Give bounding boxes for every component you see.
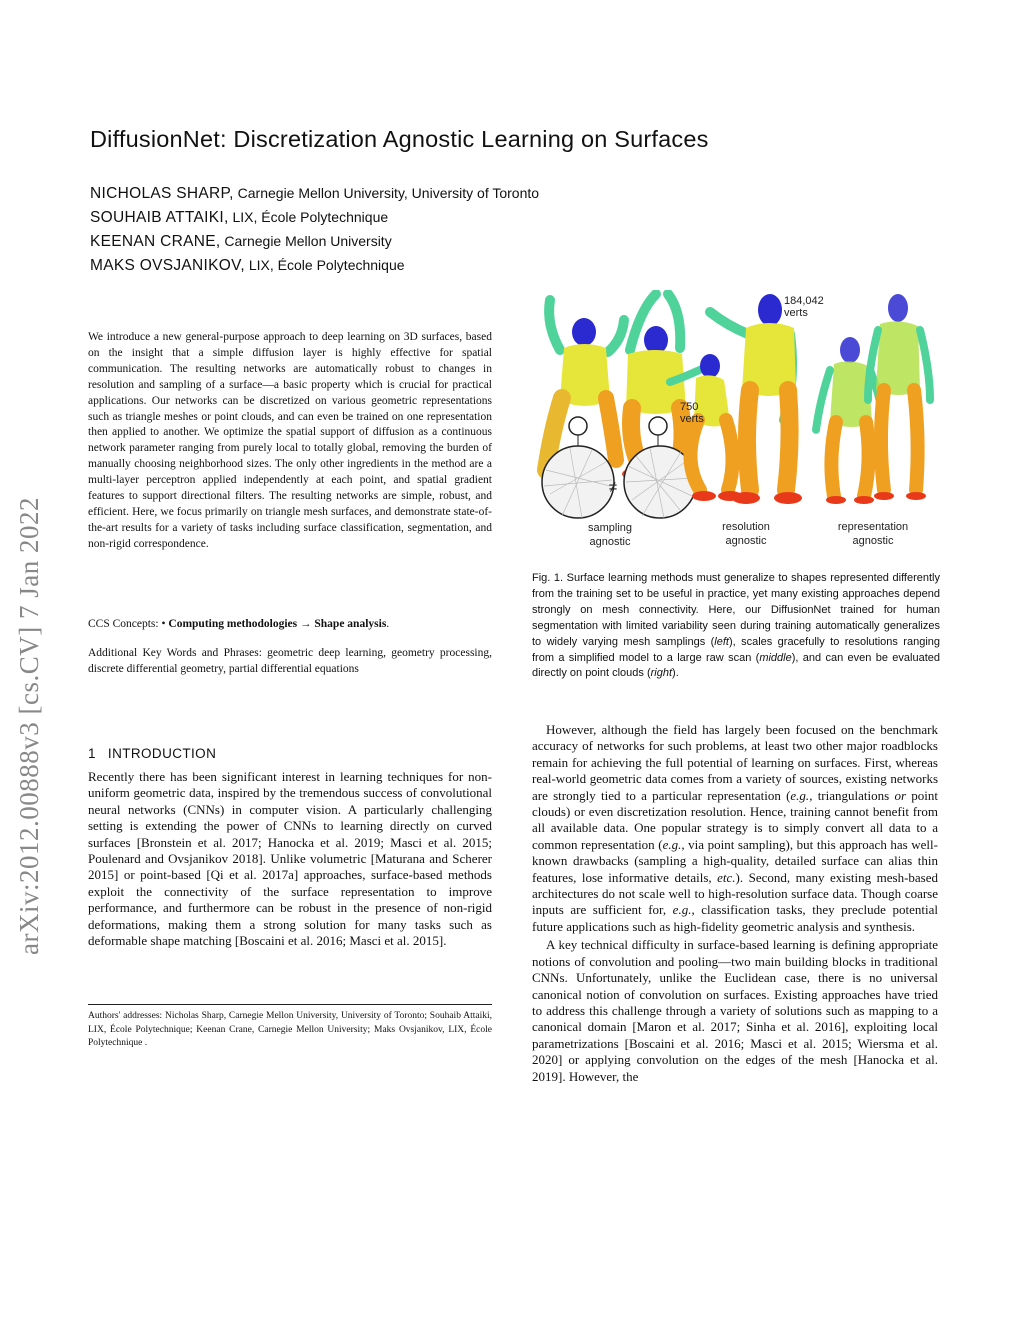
footnote: Authors' addresses: Nicholas Sharp, Carnegie Mellon University, University of Toronto; Souhaib Attaiki, LIX, École Polytechnique; Keenan Crane, Carnegie Mellon University; Maks Ovsjanikov, LIX, École Polytechnique . xyxy=(88,1011,492,1049)
section-title: INTRODUCTION xyxy=(107,746,217,761)
ccs-suffix: . xyxy=(386,618,390,630)
author-3 xyxy=(90,233,392,251)
author-affiliation: LIX, École Polytechnique xyxy=(244,257,405,273)
italic-text: e.g. xyxy=(672,902,692,918)
intro-text: Recently there has been significant interest in learning techniques for non-uniform geometric data, inspired by the tremendous success of convolutional neural networks (CNNs) in computer vision. A particularly challenging setting is extending the power of CNNs to learning directly on curved surfaces [Bronstein et al. 2017; Hanocka et al. 2019; Masci et al. 2015; Poulenard and Ovsjanikov 2018]. Unlike volumetric [Maturana and Scherer 2015] or point-based [Qi et al. 2017a] approaches, surface-based methods exploit the connectivity of the surface representation to improve performance, and furthermore can be robust in the presence of non-rigid deformations, making them a strong solution for many tasks such as deformable shape matching [Boscaini et al. 2016; Masci et al. 2015]. xyxy=(88,769,492,949)
vertex-count-low: 750 xyxy=(680,401,699,413)
author-affiliation: LIX, École Polytechnique xyxy=(228,209,389,225)
caption-right: right xyxy=(650,667,673,680)
author-affiliation: Carnegie Mellon University xyxy=(220,233,392,249)
paragraph-text: However, although the field has largely been focused on the benchmark accuracy of networks for such problems, at least two other major roadblocks remain for achieving the full potential of learning on surfaces. First, whereas real-world geometric data comes from a variety of sources, existing networks are strongly tied to a particular representation ( xyxy=(532,722,938,803)
ccs-term-1: Computing methodologies xyxy=(168,618,298,630)
paragraph-text: , via point sampling), but this approach has well-known drawbacks (sampling a high-quality, detailed surface can alias thin features, lose informative details, xyxy=(532,836,938,885)
caption-middle: middle xyxy=(759,651,792,664)
author-name: SOUHAIB ATTAIKI, xyxy=(90,209,229,226)
paragraph xyxy=(532,722,938,935)
author-4 xyxy=(90,257,405,275)
caption-text: ), and can even be evaluated directly on point clouds ( xyxy=(532,651,940,680)
caption-text: Fig. 1. Surface learning methods must generalize to shapes represented differently from the training set to be useful in practice, yet many existing approaches depend strongly on mesh connectivity. Here, our DiffusionNet trained for human segmentation with limited variability seen during training automatically generalizes to widely varying mesh samplings ( xyxy=(532,572,940,648)
footnote-rule xyxy=(88,1004,492,1005)
caption-left: left xyxy=(714,635,729,648)
author-name: KEENAN CRANE, xyxy=(90,233,221,250)
label-representation-agnostic: agnostic xyxy=(852,535,894,547)
caption-text: ). xyxy=(672,667,679,680)
author-1 xyxy=(90,185,539,203)
italic-text: e.g. xyxy=(790,787,810,803)
intro-paragraphs-right xyxy=(532,722,938,1085)
vertex-count-high-unit: verts xyxy=(784,307,808,319)
section-number: 1 xyxy=(88,746,96,761)
author-2 xyxy=(90,209,388,227)
caption-text: ), scales gracefully to resolutions ranging from a simplified model to a large raw scan ( xyxy=(532,635,940,664)
paragraph-text: ). Second, many existing mesh-based architectures do not scale well to high-resolution surface data. Though coarse inputs are sufficient for, xyxy=(532,869,938,918)
vertex-count-low-unit: verts xyxy=(680,413,704,425)
ccs-term-2: Shape analysis xyxy=(314,618,387,630)
section-heading xyxy=(88,746,216,761)
italic-text: e.g. xyxy=(662,836,682,852)
ccs-concepts xyxy=(88,617,492,633)
label-resolution: resolution xyxy=(722,521,770,533)
paragraph: A key technical difficulty in surface-based learning is defining appropriate notions of convolution and pooling—two main building blocks in traditional CNNs. Unfortunately, unlike the Euclidean case, there is no universal canonical notion of convolution on surfaces. Existing approaches have tried to address this challenge through a variety of solutions such as mapping to a canonical domain [Maron et al. 2017; Sinha et al. 2016], exploiting local parametrizations [Boscaini et al. 2016; Masci et al. 2015; Wiersma et al. 2020] or applying convolution on the edges of the mesh [Hanocka et al. 2019]. However, the xyxy=(532,937,938,1084)
paragraph-text: , triangulations xyxy=(809,787,895,803)
author-name: MAKS OVSJANIKOV, xyxy=(90,257,245,274)
paragraph-text: point clouds) or even discretization resolution. Hence, training cannot benefit from all available data. One popular strategy is to simply convert all data to a common representation ( xyxy=(532,787,938,852)
arxiv-stamp: arXiv:2012.00888v3 [cs.CV] 7 Jan 2022 xyxy=(14,497,44,955)
teaser-figure xyxy=(532,290,942,552)
author-name: NICHOLAS SHARP, xyxy=(90,185,234,202)
label-representation: representation xyxy=(837,521,909,533)
figure-caption xyxy=(532,571,940,682)
point-cloud-figure-b xyxy=(868,294,930,500)
author-affiliation: Carnegie Mellon University, University of Toronto xyxy=(233,185,540,201)
vertex-count-high: 184,042 xyxy=(784,295,824,307)
italic-text: etc. xyxy=(717,869,736,885)
intro-paragraph-left xyxy=(88,769,492,949)
paper-title: DiffusionNet: Discretization Agnostic Learning on Surfaces xyxy=(90,126,709,152)
ccs-prefix: CCS Concepts: • xyxy=(88,618,169,630)
keywords: Additional Key Words and Phrases: geometric deep learning, geometry processing, discrete differential geometry, partial differential equations xyxy=(88,647,492,675)
label-resolution-agnostic: agnostic xyxy=(725,535,767,547)
italic-text: or xyxy=(894,787,906,803)
label-sampling-agnostic: agnostic xyxy=(589,536,631,548)
abstract: We introduce a new general-purpose approach to deep learning on 3D surfaces, based on the insight that a simple diffusion layer is highly effective for spatial communication. The resulting networks are automatically robust to changes in resolution and sampling of a surface—a basic property which is crucial for practical applications. Our networks can be discretized on various geometric representations such as triangle meshes or point clouds, and can even be trained on one representation then applied to another. We optimize the spatial support of diffusion as a continuous network parameter ranging from purely local to totally global, removing the burden of manually choosing neighborhood sizes. The only other ingredients in the method are a multi-layer perceptron applied independently at each point, and spatial gradient features to support directional filters. The resulting networks are simple, robust, and efficient. Here, we focus primarily on triangle mesh surfaces, and demonstrate state-of-the-art results for a variety of tasks including surface classification, segmentation, and non-rigid correspondence. xyxy=(88,331,492,550)
label-sampling: sampling xyxy=(587,522,633,534)
paragraph-text: , classification tasks, they preclude potential future applications such as high-fidelity geometric analysis and synthesis. xyxy=(532,902,938,934)
not-equal-symbol: ≠ xyxy=(608,479,618,496)
ccs-arrow: → xyxy=(297,618,315,630)
